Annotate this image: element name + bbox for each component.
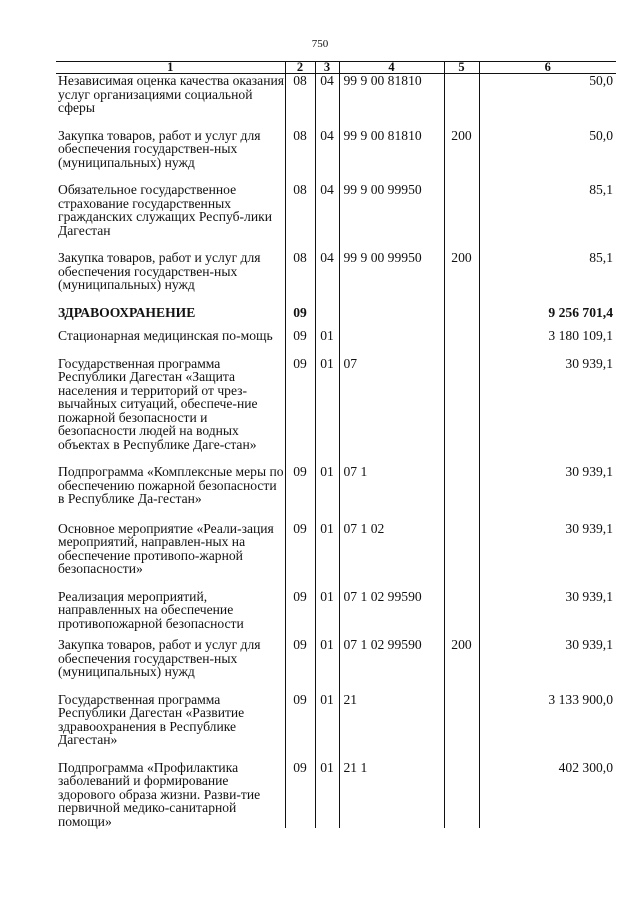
- table-row: [56, 183, 616, 251]
- row-subsection-cell: 04: [315, 74, 339, 129]
- row-subsection-cell: [315, 306, 339, 330]
- row-amount-cell: 50,0: [479, 129, 616, 184]
- row-subsection-cell: 01: [315, 761, 339, 829]
- row-expense-type-cell: [444, 329, 479, 357]
- row-section-cell: 09: [285, 761, 315, 829]
- row-name-cell: Закупка товаров, работ и услуг для обеспечения государствен-ных (муниципальных) нужд: [58, 127, 261, 170]
- row-target-code-cell: 07 1 02 99590: [339, 590, 444, 639]
- row-name-cell: Государственная программа Республики Дагестан «Защита населения и территорий от чрез-вычайных ситуаций, обеспече-ние пожарной безопасности и безопасности людей на водных объектах в Республике Даге-стан»: [58, 355, 258, 452]
- row-target-code-cell: [339, 329, 444, 357]
- row-name-cell: Подпрограмма «Комплексные меры по обеспечению пожарной безопасности в Республике Да-гестан»: [58, 464, 284, 506]
- page-number: 750: [311, 38, 329, 50]
- row-subsection-cell: 04: [315, 129, 339, 184]
- row-target-code-cell: 07: [339, 357, 444, 466]
- row-section-cell: 08: [285, 129, 315, 184]
- col-header-5: 5: [444, 62, 479, 74]
- row-amount-cell: 9 256 701,4: [479, 306, 616, 330]
- row-section-cell: 09: [285, 590, 315, 639]
- row-amount-cell: 85,1: [479, 183, 616, 251]
- row-expense-type-cell: [444, 590, 479, 639]
- row-target-code-cell: [339, 306, 444, 330]
- row-amount-cell: 3 180 109,1: [479, 329, 616, 357]
- row-name-cell: Стационарная медицинская по-мощь: [58, 328, 273, 343]
- row-section-cell: 09: [285, 693, 315, 761]
- table-row: [56, 329, 616, 357]
- row-amount-cell: 30 939,1: [479, 465, 616, 522]
- col-header-2: 2: [285, 62, 315, 74]
- row-name-cell: Подпрограмма «Профилактика заболеваний и формирование здорового образа жизни. Разви-тие первичной медико-санитарной помощи»: [58, 759, 261, 829]
- row-name-cell: Реализация мероприятий, направленных на обеспечение противопожарной безопасности: [58, 588, 244, 631]
- col-header-3: 3: [315, 62, 339, 74]
- row-subsection-cell: 01: [315, 638, 339, 693]
- row-target-code-cell: 99 9 00 99950: [339, 183, 444, 251]
- row-target-code-cell: 21: [339, 693, 444, 761]
- row-section-cell: 09: [285, 465, 315, 522]
- col-header-4: 4: [339, 62, 444, 74]
- table-row: [56, 761, 616, 829]
- row-expense-type-cell: [444, 357, 479, 466]
- row-expense-type-cell: 200: [444, 129, 479, 184]
- row-target-code-cell: 99 9 00 81810: [339, 74, 444, 129]
- row-amount-cell: 50,0: [479, 74, 616, 129]
- header-row: [56, 62, 616, 74]
- row-subsection-cell: 04: [315, 183, 339, 251]
- row-target-code-cell: 21 1: [339, 761, 444, 829]
- row-amount-cell: 85,1: [479, 251, 616, 306]
- row-expense-type-cell: [444, 183, 479, 251]
- row-target-code-cell: 07 1: [339, 465, 444, 522]
- row-subsection-cell: 01: [315, 329, 339, 357]
- row-target-code-cell: 99 9 00 99950: [339, 251, 444, 306]
- table-body: [56, 74, 616, 829]
- row-amount-cell: 402 300,0: [479, 761, 616, 829]
- col-header-6: 6: [479, 62, 616, 74]
- table-row: [56, 357, 616, 466]
- row-section-cell: 09: [285, 357, 315, 466]
- budget-table: [56, 61, 616, 828]
- row-expense-type-cell: [444, 761, 479, 829]
- row-name-cell: Закупка товаров, работ и услуг для обеспечения государствен-ных (муниципальных) нужд: [58, 250, 261, 292]
- table-row: [56, 251, 616, 306]
- row-expense-type-cell: [444, 522, 479, 590]
- row-expense-type-cell: [444, 465, 479, 522]
- row-expense-type-cell: [444, 306, 479, 330]
- row-name-cell: Закупка товаров, работ и услуг для обеспечения государствен-ных (муниципальных) нужд: [58, 637, 261, 679]
- table-row: [56, 74, 616, 129]
- row-section-cell: 08: [285, 74, 315, 129]
- row-subsection-cell: 01: [315, 590, 339, 639]
- row-target-code-cell: 99 9 00 81810: [339, 129, 444, 184]
- row-target-code-cell: 07 1 02: [339, 522, 444, 590]
- row-amount-cell: 30 939,1: [479, 590, 616, 639]
- row-section-cell: 08: [285, 183, 315, 251]
- table-row: [56, 465, 616, 522]
- table-row: [56, 306, 616, 330]
- table-row: [56, 693, 616, 761]
- row-expense-type-cell: [444, 74, 479, 129]
- row-name-cell: Независимая оценка качества оказания услуг организациями социальной сферы: [58, 73, 285, 115]
- table-row: [56, 590, 616, 639]
- row-section-cell: 09: [285, 638, 315, 693]
- row-section-cell: 08: [285, 251, 315, 306]
- table-row: [56, 638, 616, 693]
- row-name-cell: Государственная программа Республики Дагестан «Развитие здравоохранения в Республике Дагестан»: [58, 691, 245, 747]
- row-name-cell: Обязательное государственное страхование государственных гражданских служащих Респуб-лики Дагестан: [58, 182, 272, 238]
- row-amount-cell: 30 939,1: [479, 638, 616, 693]
- row-name-cell: Основное мероприятие «Реали-зация мероприятий, направлен-ных на обеспечение противопо-жарной безопасности»: [58, 520, 274, 576]
- row-section-cell: 09: [285, 329, 315, 357]
- row-section-cell: 09: [285, 306, 315, 330]
- table-row: [56, 522, 616, 590]
- row-amount-cell: 3 133 900,0: [479, 693, 616, 761]
- table-row: [56, 129, 616, 184]
- row-target-code-cell: 07 1 02 99590: [339, 638, 444, 693]
- row-amount-cell: 30 939,1: [479, 522, 616, 590]
- row-subsection-cell: 01: [315, 522, 339, 590]
- row-subsection-cell: 01: [315, 357, 339, 466]
- row-subsection-cell: 01: [315, 693, 339, 761]
- row-name-cell: ЗДРАВООХРАНЕНИЕ: [58, 304, 196, 320]
- row-expense-type-cell: [444, 693, 479, 761]
- col-header-1: 1: [56, 62, 285, 74]
- row-section-cell: 09: [285, 522, 315, 590]
- row-amount-cell: 30 939,1: [479, 357, 616, 466]
- row-expense-type-cell: 200: [444, 638, 479, 693]
- row-expense-type-cell: 200: [444, 251, 479, 306]
- row-subsection-cell: 04: [315, 251, 339, 306]
- row-subsection-cell: 01: [315, 465, 339, 522]
